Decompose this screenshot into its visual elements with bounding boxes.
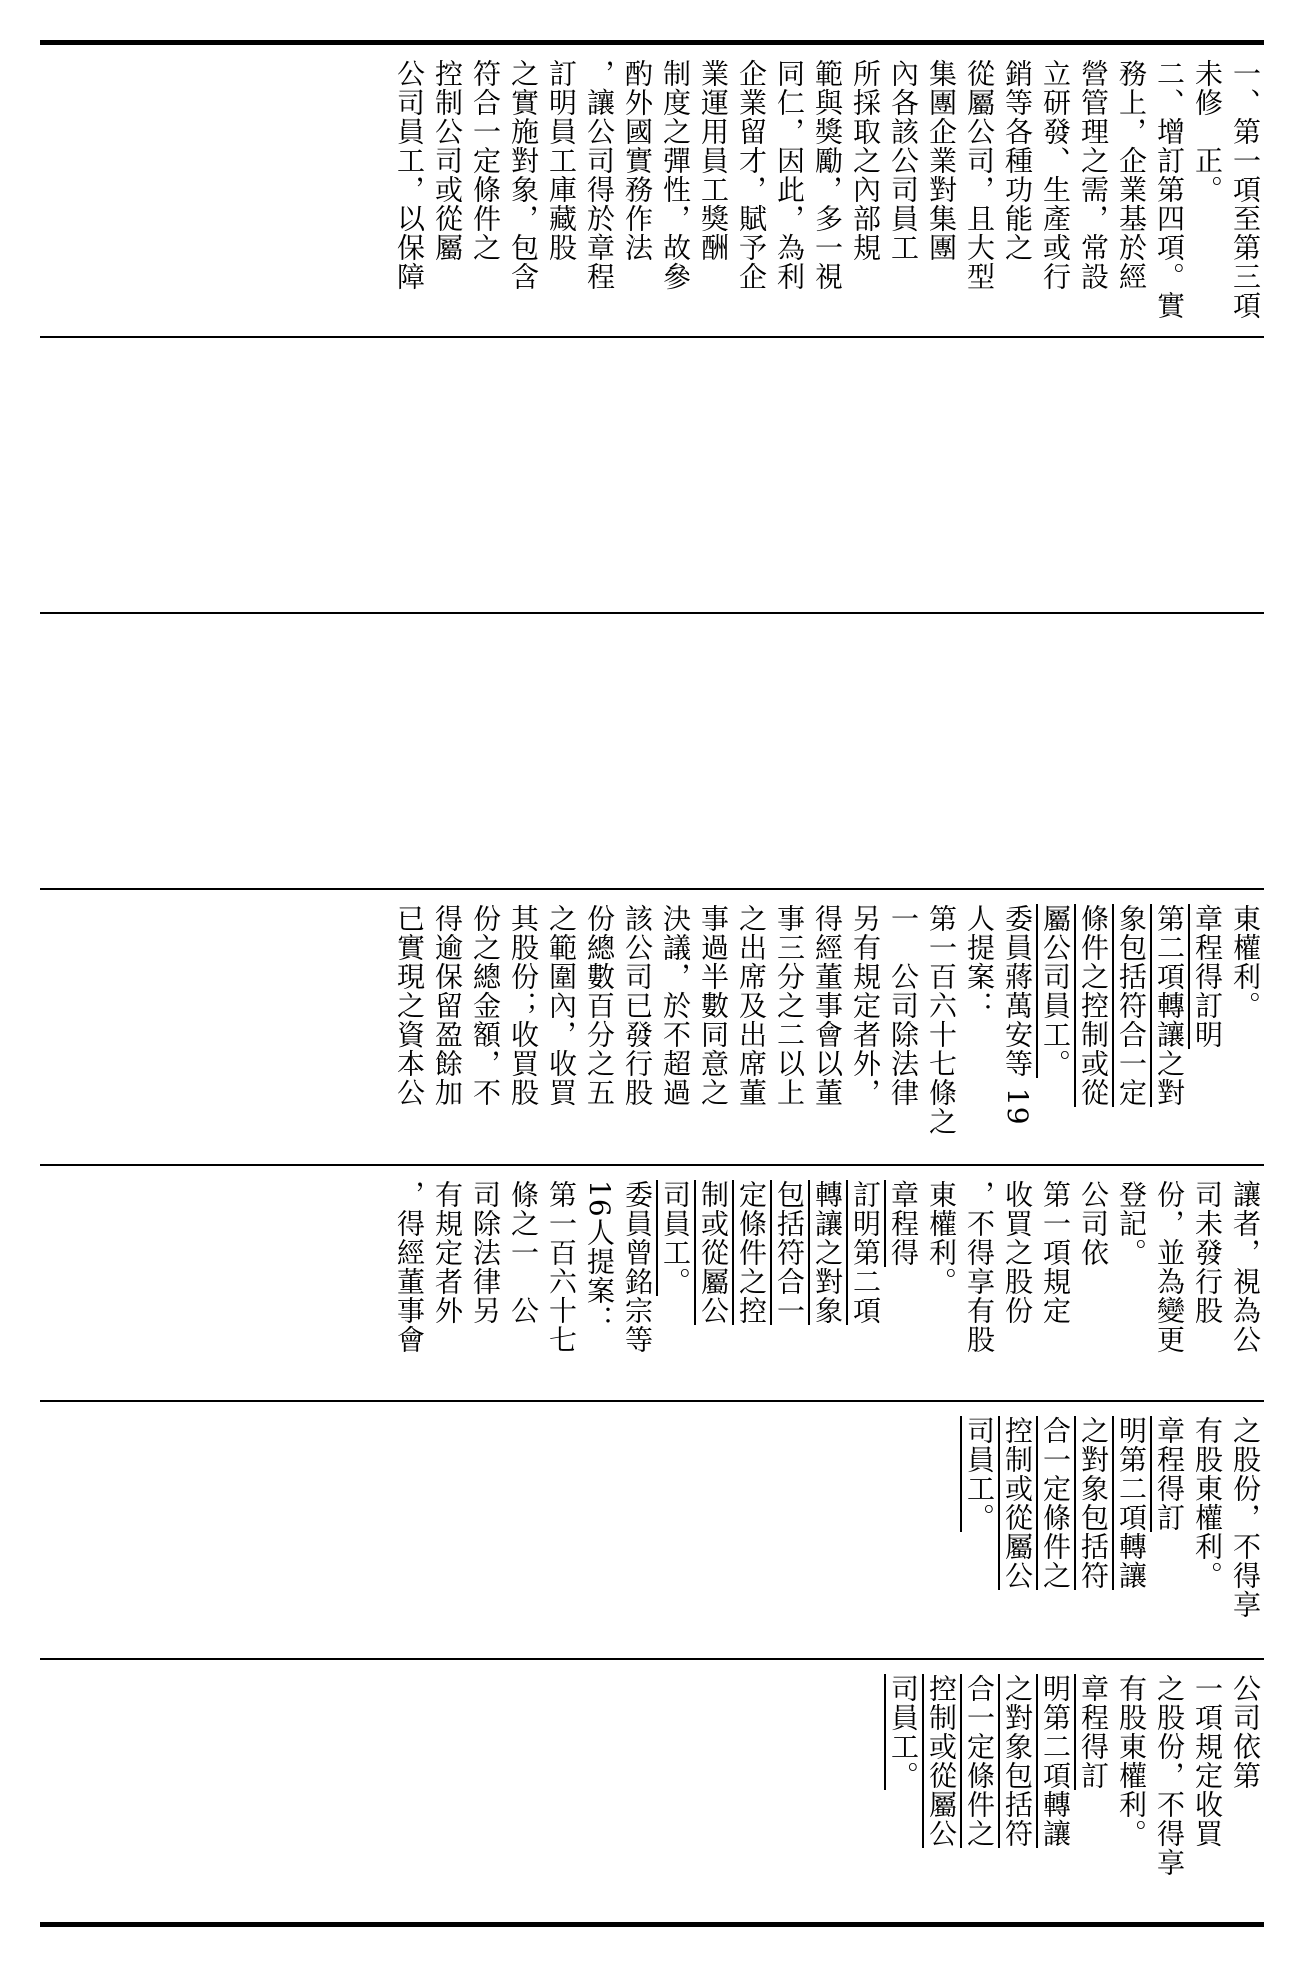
text-line: 事過半數同意之 — [697, 904, 730, 1107]
text-line: 另有規定者外， — [849, 904, 882, 1107]
text-line: 轉讓之對象 — [811, 1180, 844, 1325]
text-line: 份，並為變更 — [1153, 1180, 1186, 1354]
text-line: 之股份，不得享 — [1153, 1674, 1186, 1877]
text-line: 制或從屬公 — [697, 1180, 730, 1325]
text-line: 之對象包括符 — [1077, 1416, 1110, 1590]
text-line: 包括符合一 — [773, 1180, 806, 1325]
text-line: 內各該公司員工 — [887, 59, 920, 262]
text-line: 控制或從屬公 — [925, 1674, 958, 1848]
text-line: 訂明員工庫藏股 — [545, 59, 578, 262]
text-line: ，讓公司得於章程 — [583, 59, 616, 291]
text-line: 符合一定條件之 — [469, 59, 502, 262]
text-line: 訂明第二項 — [849, 1180, 882, 1325]
text-line: 之股份，不得享 — [1229, 1416, 1262, 1619]
text-line: 登記。 — [1115, 1180, 1148, 1267]
text-line: 東權利。 — [925, 1180, 958, 1296]
text-line: 章程得訂 — [1153, 1416, 1186, 1532]
text-line: 定條件之控 — [735, 1180, 768, 1325]
text-line: 條件之控制或從 — [1077, 904, 1110, 1107]
text-line: 企業留才，賦予企 — [735, 59, 768, 291]
text-line: 屬公司員工。 — [1039, 904, 1072, 1078]
text-line: 得逾保留盈餘加 — [431, 904, 464, 1107]
text-line: 合一定條件之 — [1039, 1416, 1072, 1590]
text-line: 一 公司除法律 — [887, 904, 920, 1107]
current-provision-column — [40, 1660, 1264, 1920]
text-line: 公司員工，以保障 — [393, 59, 426, 291]
text-line: 一、第一項至第三項 — [1229, 59, 1262, 320]
text-line: 第一百六十七 — [545, 1180, 578, 1354]
text-line: 之實施對象，包含 — [507, 59, 540, 291]
text-line: 第一項規定 — [1039, 1180, 1072, 1325]
text-line: 收買之股份 — [1001, 1180, 1034, 1325]
text-line: 已實現之資本公 — [393, 904, 426, 1107]
text-line: 第一百六十七條之 — [925, 904, 958, 1136]
text-line: ，得經董事會 — [393, 1180, 426, 1354]
text-line: 合一定條件之 — [963, 1674, 996, 1848]
proposal-b-text — [40, 904, 1264, 1152]
proposal-a-column — [40, 1166, 1264, 1398]
text-line: 司員工。 — [659, 1180, 692, 1296]
text-line: 立研發、生產或行 — [1039, 59, 1072, 291]
text-line: 章程得訂明 — [1191, 904, 1224, 1049]
table-bottom-border — [40, 1922, 1264, 1927]
text-line: 有股東權利。 — [1191, 1416, 1224, 1590]
text-line: 有股東權利。 — [1115, 1674, 1148, 1848]
text-line: 控制公司或從屬 — [431, 59, 464, 262]
text-line: 司未發行股 — [1191, 1180, 1224, 1325]
text-line: 其股份；收買股 — [507, 904, 540, 1107]
text-line: 營管理之需，常設 — [1077, 59, 1110, 291]
text-line: 章程得訂 — [1077, 1674, 1110, 1790]
text-line: 委員曾銘宗等 — [621, 1180, 654, 1354]
text-line: 二、增訂第四項。實 — [1153, 59, 1186, 320]
text-line: 決議，於不超過 — [659, 904, 692, 1107]
text-line: 同仁，因此，為利 — [773, 59, 806, 291]
column-divider — [40, 612, 1264, 614]
proposal-a-text — [40, 1180, 1264, 1388]
text-line: 公司依 — [1077, 1180, 1110, 1267]
text-line: 明第二項轉讓 — [1039, 1674, 1072, 1848]
text-line: 集團企業對集團 — [925, 59, 958, 262]
text-line: 事三分之二以上 — [773, 904, 806, 1107]
text-line: 未修 正。 — [1191, 59, 1224, 204]
text-line: 範與獎勵，多一視 — [811, 59, 844, 291]
text-line: 16人提案： — [583, 1180, 616, 1334]
text-line: 得經董事會以董 — [811, 904, 844, 1107]
text-line: 司員工。 — [887, 1674, 920, 1790]
text-line: 制度之彈性，故參 — [659, 59, 692, 291]
notes-column — [40, 45, 1264, 336]
text-line: 銷等各種功能之 — [1001, 59, 1034, 262]
text-line: 人提案： — [963, 904, 996, 1020]
text-line: 酌外國實務作法 — [621, 59, 654, 262]
text-line: 有規定者外 — [431, 1180, 464, 1325]
text-line: 業運用員工獎酬 — [697, 59, 730, 262]
column-divider — [40, 336, 1264, 338]
text-line: 東權利。 — [1229, 904, 1262, 1020]
text-line: 從屬公司，且大型 — [963, 59, 996, 291]
text-line: 一項規定收買 — [1191, 1674, 1224, 1848]
text-line: 務上，企業基於經 — [1115, 59, 1148, 291]
text-line: 公司依第 — [1229, 1674, 1262, 1790]
text-line: ，不得享有股 — [963, 1180, 996, 1354]
govt-version-column — [40, 1402, 1264, 1656]
text-line: 之出席及出席董 — [735, 904, 768, 1107]
text-line: 司員工。 — [963, 1416, 996, 1532]
text-line: 份總數百分之五 — [583, 904, 616, 1107]
text-line: 控制或從屬公 — [1001, 1416, 1034, 1590]
proposal-b-column — [40, 890, 1264, 1162]
current-provision-text — [40, 1674, 1264, 1910]
notes-text — [40, 59, 1264, 326]
text-line: 之範圍內，收買 — [545, 904, 578, 1107]
text-line: 份之總金額，不 — [469, 904, 502, 1107]
text-line: 章程得 — [887, 1180, 920, 1267]
text-line: 該公司已發行股 — [621, 904, 654, 1107]
govt-version-text — [40, 1416, 1264, 1646]
text-line: 所採取之內部規 — [849, 59, 882, 262]
text-line: 讓者，視為公 — [1229, 1180, 1262, 1354]
text-line: 條之一 公 — [507, 1180, 540, 1325]
text-line: 司除法律另 — [469, 1180, 502, 1325]
text-line: 第二項轉讓之對 — [1153, 904, 1186, 1107]
text-line: 明第二項轉讓 — [1115, 1416, 1148, 1590]
text-line: 象包括符合一定 — [1115, 904, 1148, 1107]
text-line: 之對象包括符 — [1001, 1674, 1034, 1848]
text-line: 委員蔣萬安等 19 — [1001, 904, 1034, 1126]
